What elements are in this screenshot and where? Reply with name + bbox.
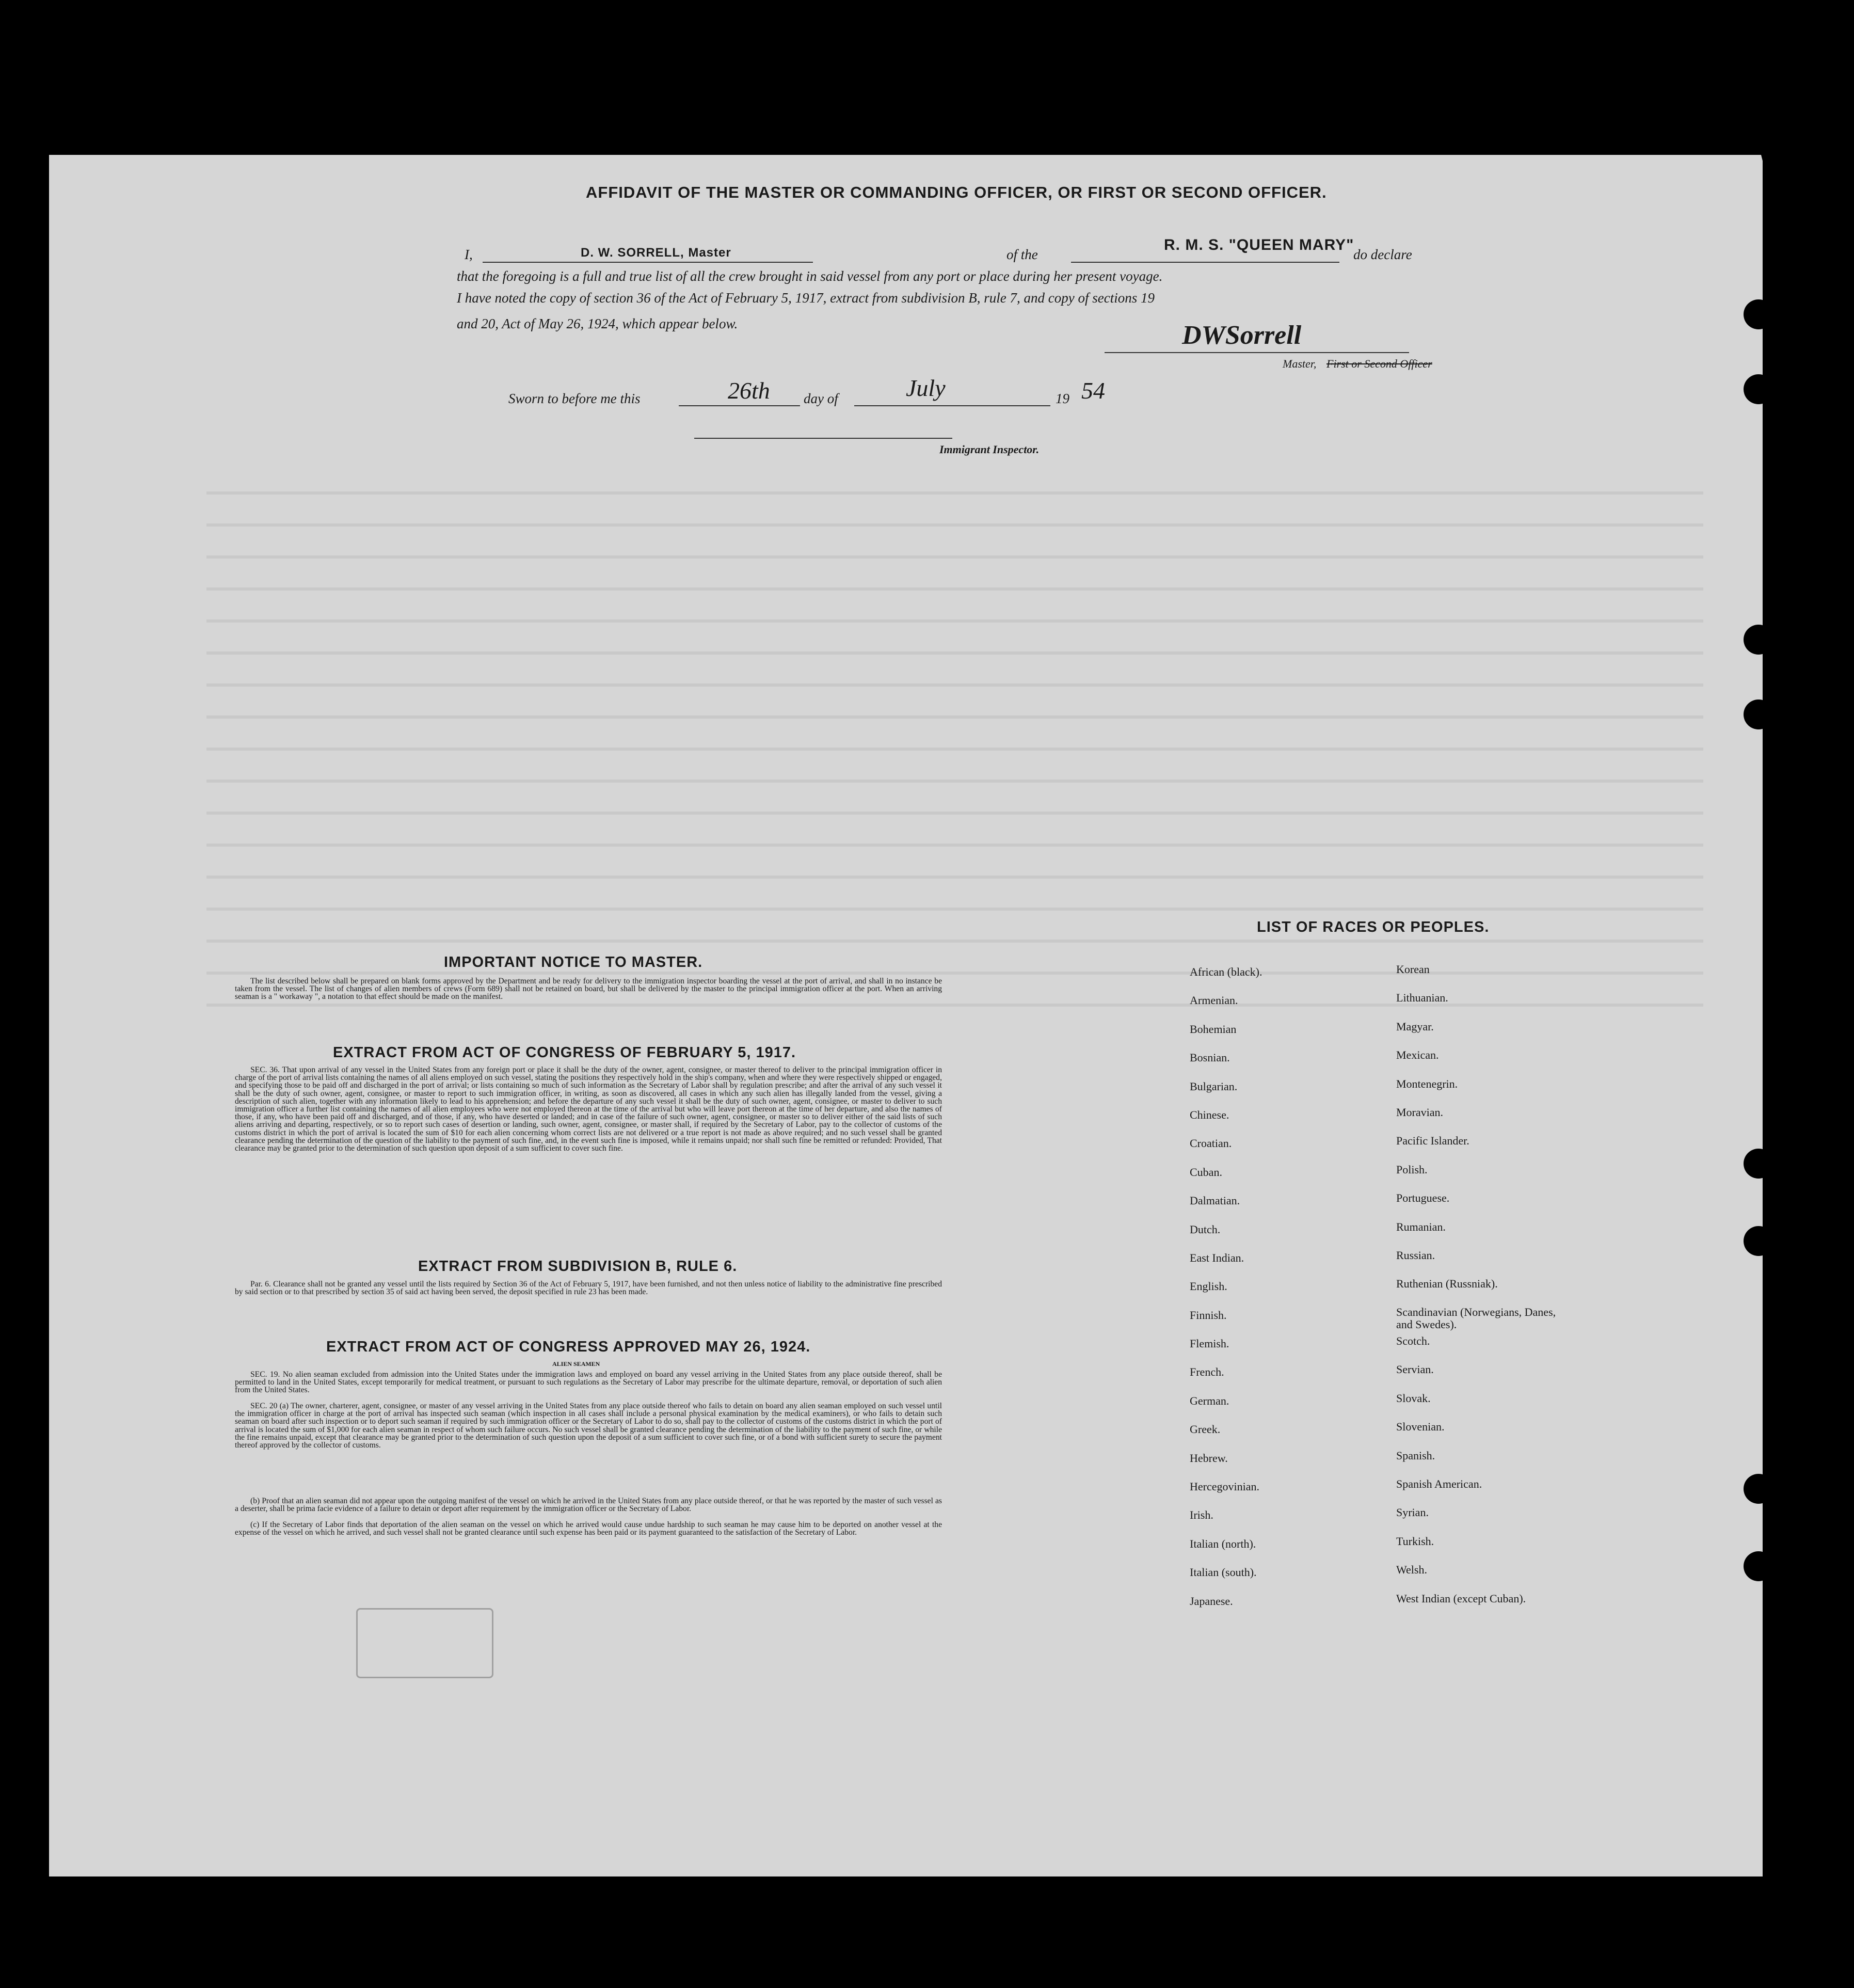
inspector-label: Immigrant Inspector. — [939, 443, 1040, 456]
binder-hole — [1744, 374, 1773, 404]
race-item: Hercegovinian. — [1190, 1480, 1259, 1493]
race-item: East Indian. — [1190, 1251, 1244, 1264]
signer-title-prefix: Master, — [1283, 357, 1317, 370]
extract-rule6-text: Par. 6. Clearance shall not be granted any vessel until the lists required by Section 36 of the Act of February 5, 1917, have been furnished, and not then unless notice of liability to the administrative fine prescribed by said section or to that prescribed by section 35 of said act having been served, the deposit specified in rule 23 has been made. — [235, 1280, 942, 1297]
race-item: Scotch. — [1396, 1334, 1430, 1348]
master-name-line — [483, 262, 813, 263]
race-item: Bulgarian. — [1190, 1079, 1238, 1093]
race-item: Servian. — [1396, 1363, 1434, 1376]
binder-hole — [1744, 299, 1773, 329]
extract-1924-title: EXTRACT FROM ACT OF CONGRESS APPROVED MAY 26, 1924. — [326, 1339, 811, 1355]
day-line — [679, 405, 800, 406]
race-item: English. — [1190, 1280, 1227, 1293]
vessel-line — [1071, 262, 1339, 263]
race-item: Dutch. — [1190, 1222, 1221, 1236]
master-name: D. W. SORRELL, Master — [581, 246, 731, 260]
sworn-year: 54 — [1081, 377, 1105, 404]
sworn-day-of: day of — [804, 391, 838, 406]
faint-stamp — [356, 1608, 493, 1678]
race-item: Moravian. — [1396, 1105, 1444, 1119]
vessel-name: R. M. S. "QUEEN MARY" — [1164, 236, 1354, 253]
race-item: Magyar. — [1396, 1020, 1434, 1033]
race-item: Greek. — [1190, 1423, 1221, 1436]
signer-title-struck: First or Second Officer — [1326, 357, 1432, 370]
race-item: Welsh. — [1396, 1563, 1427, 1577]
sworn-month: July — [906, 375, 946, 401]
race-item: Bosnian. — [1190, 1051, 1230, 1064]
inspector-line — [694, 438, 952, 439]
notice-title: IMPORTANT NOTICE TO MASTER. — [444, 954, 703, 971]
binder-hole — [1744, 699, 1773, 729]
affidavit-of-the: of the — [1006, 247, 1038, 262]
race-item: Polish. — [1396, 1163, 1428, 1176]
race-item: Pacific Islander. — [1396, 1134, 1469, 1148]
race-item: Japanese. — [1190, 1594, 1233, 1608]
affidavit-line-3: I have noted the copy of section 36 of the Act of February 5, 1917, extract from subdivision B, rule 7, and copy of sections 19 — [457, 290, 1155, 306]
race-item: Croatian. — [1190, 1137, 1232, 1150]
race-item: Italian (north). — [1190, 1537, 1256, 1550]
master-signature: DWSorrell — [1182, 321, 1302, 350]
race-item: Portuguese. — [1396, 1191, 1450, 1205]
race-item: Bohemian — [1190, 1022, 1237, 1036]
notice-text: The list described below shall be prepared on blank forms approved by the Department and be ready for delivery to the immigration inspector boarding the vessel at the port of arrival, and shall in no instance be taken from the vessel. The list of changes of alien members of crews (Form 689) shall not be retained on board, but shall be delivered by the master to the principal immigration officer at the port. When an arriving seaman is a " workaway ", a notation to that effect should be made on the manifest. — [235, 977, 942, 1001]
binder-hole — [1744, 1474, 1773, 1504]
alien-seamen-subtitle: ALIEN SEAMEN — [552, 1360, 600, 1367]
race-item: Scandinavian (Norwegians, Danes, and Swedes). — [1396, 1305, 1556, 1331]
binder-hole — [1744, 1149, 1773, 1179]
signature-line — [1105, 352, 1409, 353]
extract-1917-text: SEC. 36. That upon arrival of any vessel in the United States from any foreign port or place it shall be the duty of the owner, agent, consignee, or master thereof to deliver to the principal immigration officer in charge of the port of arrival lists containing the names of all aliens employed on such vessel, stating the positions they respectively hold in the ship's company, when and where they were respectively shipped or engaged, and specifying those to be paid off and discharged in the port of arrival; or lists containing so much of such information as the Secretary of Labor shall by regulation prescribe; and after the arrival of any such vessel it shall be the duty of such owner, agent, consignee, or master to report to such immigration officer, in writing, as soon as discovered, all cases in which any such alien has illegally landed from the vessel, giving a description of such alien, together with any information likely to lead to his apprehension; and before the departure of any such vessel it shall be the duty of such owner, agent, consignee, or master to deliver to such immigration officer a further list containing the names of all alien employees who were not employed thereon at the time of the arrival but who will leave port thereon at the time of her departure, and also the names of those, if any, who have been paid off and discharged, and of those, if any, who have deserted or landed; and in case of the failure of such owner, agent, consignee, or master so to deliver either of the said lists of such aliens arriving and departing, respectively, or so to report such cases of desertion or landing, such owner, agent, consignee, or master shall, if required by the Secretary of Labor, pay to the collector of customs of the customs district in which the port of arrival is located the sum of $10 for each alien concerning whom correct lists are not delivered or a true report is not made as above required; and no such vessel shall be granted clearance pending the determination of the question of the liability to the payment of such fine, and, in the event such fine is imposed, while it remains unpaid; nor shall such fine be remitted or refunded: Provided, That clearance may be granted prior to the determination of such question upon deposit of a sum sufficient to cover such fine. — [235, 1065, 942, 1153]
month-line — [854, 405, 1050, 406]
race-item: Rumanian. — [1396, 1220, 1446, 1233]
sworn-year-prefix: 19 — [1056, 391, 1069, 406]
races-title: LIST OF RACES OR PEOPLES. — [1257, 919, 1490, 935]
race-item: Hebrew. — [1190, 1451, 1228, 1465]
race-item: Italian (south). — [1190, 1566, 1257, 1579]
extract-1924-sec20b: (b) Proof that an alien seaman did not appear upon the outgoing manifest of the vessel on which he arrived in the United States from any place outside thereof, or that he was reported by the master of such vessel as a deserter, shall be prima facie evidence of a failure to detain or deport after requirement by the immigration officer or the Secretary of Labor. — [235, 1497, 942, 1514]
race-item: African (black). — [1190, 965, 1262, 978]
race-item: Turkish. — [1396, 1534, 1434, 1548]
race-item: Slovenian. — [1396, 1420, 1445, 1434]
extract-rule6-title: EXTRACT FROM SUBDIVISION B, RULE 6. — [418, 1258, 738, 1275]
race-item: Korean — [1396, 963, 1430, 976]
sworn-day: 26th — [728, 377, 770, 404]
sworn-prefix: Sworn to before me this — [508, 391, 641, 406]
race-item: German. — [1190, 1394, 1229, 1407]
race-item: Mexican. — [1396, 1048, 1439, 1062]
extract-1924-sec20c: (c) If the Secretary of Labor finds that deportation of the alien seaman on the vessel on which he arrived would cause undue hardship to such seaman he may cause him to be deported on another vessel at the expense of the vessel on which he arrived, and such vessel shall not be granted clearance until such expense has been paid or its payment guaranteed to the satisfaction of the Secretary of Labor. — [235, 1520, 942, 1537]
binder-hole — [1744, 625, 1773, 655]
race-item: Lithuanian. — [1396, 991, 1448, 1005]
race-item: Cuban. — [1190, 1165, 1222, 1179]
affidavit-i-label: I, — [465, 247, 473, 262]
extract-1924-sec20a: SEC. 20 (a) The owner, charterer, agent, consignee, or master of any vessel arriving in the United States from any place outside thereof who fails to detain on board any alien seaman employed on such vessel until the immigration officer in charge at the port of arrival has inspected such seaman (which inspection in all cases shall include a personal physical examination by the medical examiners), or who fails to detain such seaman on board after such inspection or to deport such seaman if required by such immigration officer or the Secretary of Labor to do so, shall pay to the collector of customs of the customs district in which the port of arrival is located the sum of $1,000 for each alien seaman in respect of whom such failure occurs. No such vessel shall be granted clearance pending the determination of the liability to the payment of such fine, or while the fine remains unpaid, except that clearance may be granted prior to the determination of such question upon the deposit of a sum sufficient to cover such fine, or of a bond with sufficient surety to secure the payment thereof approved by the collector of customs. — [235, 1402, 942, 1450]
affidavit-line-4: and 20, Act of May 26, 1924, which appear below. — [457, 316, 738, 331]
race-item: Syrian. — [1396, 1506, 1429, 1519]
extract-1917-title: EXTRACT FROM ACT OF CONGRESS OF FEBRUARY 5, 1917. — [333, 1044, 796, 1061]
race-item: Spanish American. — [1396, 1477, 1482, 1491]
affidavit-line-2: that the foregoing is a full and true list of all the crew brought in said vessel from any port or place during her present voyage. — [457, 268, 1163, 284]
race-item: Russian. — [1396, 1248, 1435, 1262]
race-item: West Indian (except Cuban). — [1396, 1592, 1526, 1605]
race-item: Ruthenian (Russniak). — [1396, 1277, 1498, 1291]
race-item: Finnish. — [1190, 1308, 1227, 1322]
affidavit-title: AFFIDAVIT OF THE MASTER OR COMMANDING OFFICER, OR FIRST OR SECOND OFFICER. — [586, 183, 1327, 201]
race-item: Slovak. — [1396, 1391, 1431, 1405]
extract-1924-sec19: SEC. 19. No alien seaman excluded from admission into the United States under the immigration laws and employed on board any vessel arriving in the United States from any place outside thereof, shall be permitted to land in the United States, except temporarily for medical treatment, or pursuant to such regulations as the Secretary of Labor may prescribe for the ultimate departure, removal, or deportation of such alien from the United States. — [235, 1370, 942, 1395]
races-left-column — [1190, 965, 1262, 1623]
race-item: French. — [1190, 1365, 1224, 1379]
race-item: Spanish. — [1396, 1449, 1435, 1462]
affidavit-do-declare: do declare — [1353, 247, 1412, 262]
race-item: Montenegrin. — [1396, 1077, 1458, 1090]
race-item: Armenian. — [1190, 994, 1238, 1007]
race-item: Flemish. — [1190, 1337, 1229, 1350]
binder-hole — [1744, 1226, 1773, 1256]
race-item: Dalmatian. — [1190, 1194, 1240, 1207]
race-item: Irish. — [1190, 1508, 1213, 1522]
races-right-column — [1396, 963, 1572, 1620]
binder-hole — [1744, 1551, 1773, 1581]
race-item: Chinese. — [1190, 1108, 1229, 1121]
